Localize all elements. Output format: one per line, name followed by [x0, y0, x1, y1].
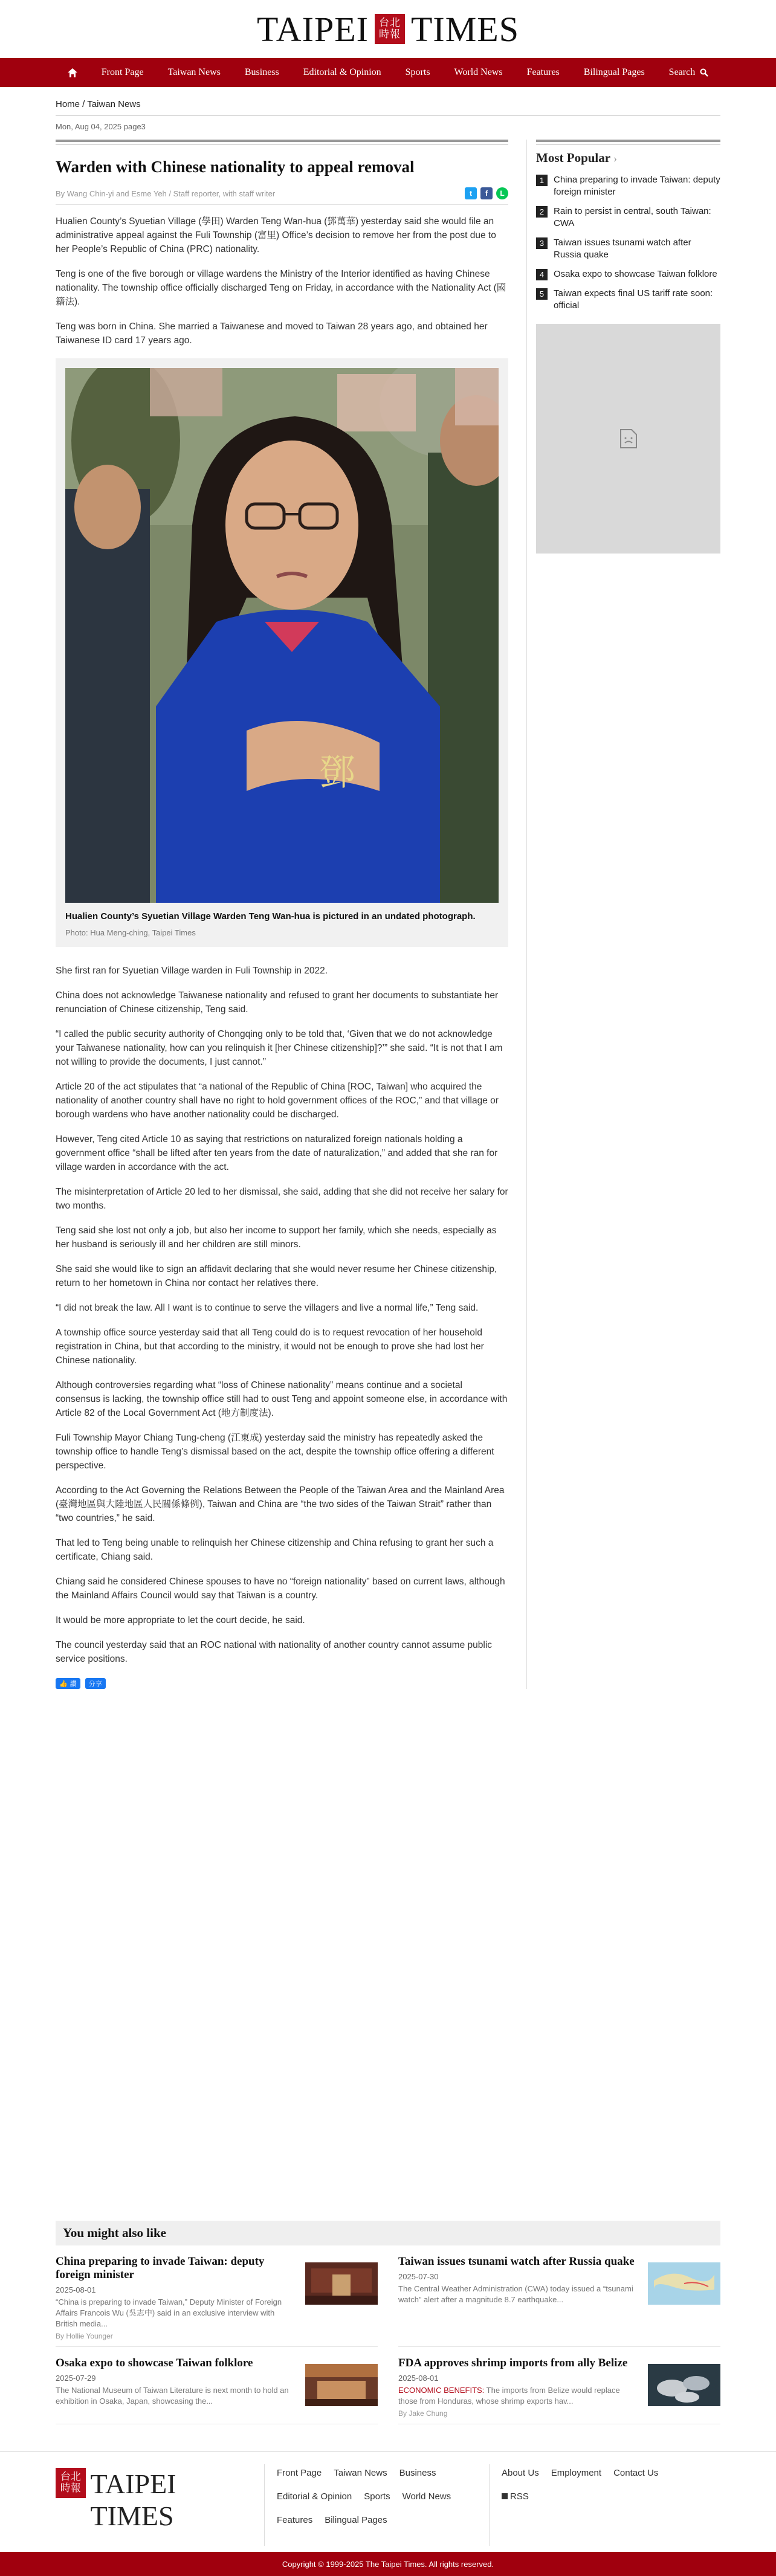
related-grid [56, 2245, 720, 2424]
related-thumbnail[interactable] [305, 2364, 378, 2406]
article-paragraph: The misinterpretation of Article 20 led to her dismissal, she said, adding that she did not receive her salary for two months. [56, 1187, 508, 1211]
related-card[interactable] [398, 2347, 720, 2424]
footer-link[interactable]: Employment [551, 2468, 602, 2478]
footer-link[interactable]: Editorial & Opinion [277, 2491, 352, 2502]
rss-icon [502, 2493, 508, 2499]
nav-features[interactable]: Features [526, 67, 560, 77]
rss-label: RSS [510, 2491, 529, 2502]
footer-logo[interactable] [56, 2464, 264, 2546]
related-author: By Jake Chung [398, 2409, 448, 2418]
related-desc: The Central Weather Administration (CWA) today issued a “tsunami watch” alert after a magnitude 8.7 earthquake... [398, 2284, 633, 2304]
footer-link[interactable]: Features [277, 2515, 313, 2525]
columns [56, 140, 720, 1689]
popular-item[interactable] [536, 268, 720, 280]
logo-seal: 台北時報 [375, 14, 405, 44]
nav-taiwan-news[interactable]: Taiwan News [167, 67, 221, 77]
broken-image-icon [619, 428, 638, 449]
related-articles [56, 2221, 720, 2424]
ad-placeholder[interactable] [536, 324, 720, 554]
facebook-share-icon[interactable]: f [480, 187, 493, 199]
article-byline: By Wang Chin-yi and Esme Yeh / Staff reporter, with staff writer [56, 189, 276, 198]
site-header [0, 0, 776, 87]
article-paragraph: Teng was born in China. She married a Taiwanese and moved to Taiwan 28 years ago, and obtained her Taiwanese ID card 17 years ago. [56, 321, 488, 346]
article-paragraph: Chiang said he considered Chinese spouses to have no “foreign nationality” based on current laws, although the Mainland Affairs Council would say that Taiwan is a country. [56, 1577, 505, 1601]
nav-business[interactable]: Business [244, 67, 279, 77]
footer-link[interactable]: Front Page [277, 2468, 322, 2478]
footer-logo-left: TAIPEI [90, 2468, 176, 2499]
article-paragraph: According to the Act Governing the Relations Between the People of the Taiwan Area and the Mainland Area (臺灣地區與大陸地區人民關係條例), Taiwan and China are “the two sides of the Taiwan Strait” rather than “two countries,” he said. [56, 1485, 505, 1523]
popular-item-title: Taiwan issues tsunami watch after Russia quake [554, 237, 691, 260]
popular-item[interactable] [536, 205, 720, 230]
divider [56, 140, 508, 142]
article-body [56, 964, 508, 1666]
article-photo [56, 358, 508, 947]
home-icon[interactable] [56, 68, 89, 77]
logo-text-right: TIMES [410, 9, 519, 49]
article [56, 140, 527, 1689]
article-paragraph: Teng said she lost not only a job, but also her income to support her family, which she needs, especially as her husband is seriously ill and her children are still minors. [56, 1225, 497, 1250]
popular-item-title: Rain to persist in central, south Taiwan: CWA [554, 206, 711, 228]
nav-front-page[interactable]: Front Page [101, 67, 144, 77]
footer-link[interactable]: About Us [502, 2468, 539, 2478]
footer-logo-text [91, 2468, 264, 2532]
nav-sports[interactable]: Sports [405, 67, 430, 77]
popular-item-title: China preparing to invade Taiwan: deputy foreign minister [554, 175, 720, 197]
facebook-like-button[interactable] [56, 1678, 80, 1689]
related-title: You might also like [56, 2221, 720, 2245]
logo-seal: 台北時報 [56, 2468, 86, 2498]
rank-badge: 1 [536, 175, 548, 186]
related-desc: The National Museum of Taiwan Literature is next month to hold an exhibition in Osaka, Japan, showcasing the... [56, 2386, 289, 2406]
article-paragraph: She first ran for Syuetian Village warden in Fuli Township in 2022. [56, 966, 328, 976]
article-paragraph: That led to Teng being unable to relinquish her Chinese citizenship and China refusing to grant her such a certificate, Chiang said. [56, 1538, 494, 1562]
related-text [398, 2255, 641, 2340]
related-headline[interactable]: China preparing to invade Taiwan: deputy foreign minister [56, 2255, 265, 2281]
sidebar [527, 140, 720, 1689]
related-text [56, 2255, 298, 2340]
related-author: By Hollie Younger [56, 2332, 113, 2340]
footer-inner [56, 2452, 720, 2546]
footer-info [489, 2464, 720, 2546]
main-nav [0, 58, 776, 87]
article-paragraph: Although controversies regarding what “loss of Chinese nationality” means continue and a societal consensus is lacking, the township office still had to oust Teng and appoint someone else, in accordance with Article 82 of the Local Government Act (地方制度法). [56, 1380, 508, 1418]
nav-search[interactable] [657, 67, 721, 78]
related-desc-body: The imports from Belize would replace those from Honduras, whose shrimp exports hav... [398, 2386, 620, 2406]
footer-link[interactable]: Business [399, 2468, 436, 2478]
breadcrumb-separator: / [80, 99, 88, 109]
facebook-share-button[interactable] [85, 1678, 106, 1689]
article-paragraph: “I did not break the law. All I want is to continue to serve the villagers and live a normal life,” Teng said. [56, 1303, 479, 1313]
nav-bilingual[interactable]: Bilingual Pages [583, 67, 645, 77]
site-logo[interactable] [257, 9, 519, 50]
chevron-right-icon: › [613, 152, 617, 164]
article-paragraph: However, Teng cited Article 10 as saying that restrictions on naturalized foreign nationals holding a government office “shall be lifted after ten years from the date of naturalization,” and added that she ran for village warden in accordance with the act. [56, 1134, 498, 1172]
related-date: 2025-07-30 [398, 2272, 439, 2281]
article-paragraph: Hualien County’s Syuetian Village (學田) Warden Teng Wan-hua (鄧萬華) yesterday said she would file an administrative appeal against the Fuli Township (富里) Office’s decision to remove her from the post due to her People’s Republic of China (PRC) nationality. [56, 216, 496, 254]
breadcrumb [56, 99, 720, 109]
byline-row [56, 187, 508, 205]
article-paragraph: A township office source yesterday said that all Teng could do is to request revocation of her household registration in China, but that according to the ministry, it would not be enough to prove she had lost her Chinese nationality. [56, 1328, 484, 1366]
rank-badge: 2 [536, 206, 548, 218]
search-icon [700, 68, 708, 77]
line-share-icon[interactable]: L [496, 187, 508, 199]
related-date: 2025-08-01 [398, 2374, 439, 2383]
popular-item-title: Taiwan expects final US tariff rate soon: official [554, 288, 713, 311]
popular-item[interactable] [536, 288, 720, 312]
rank-badge: 5 [536, 288, 548, 300]
footer-sections [264, 2464, 489, 2546]
photo-credit: Photo: Hua Meng-ching, Taipei Times [65, 928, 196, 937]
divider [536, 140, 720, 142]
most-popular-title[interactable] [536, 150, 720, 166]
article-paragraph: Teng is one of the five borough or village wardens the Ministry of the Interior identified as having Chinese nationality. The township office officially discharged Teng on Friday, in accordance with the Nationality Act (國籍法). [56, 269, 506, 307]
related-text [398, 2357, 641, 2418]
related-headline[interactable]: Osaka expo to showcase Taiwan folklore [56, 2357, 253, 2369]
thumbs-up-icon: 👍 [59, 1680, 68, 1688]
related-card[interactable] [56, 2245, 378, 2347]
article-paragraph: China does not acknowledge Taiwanese nationality and refused to grant her documents to substantiate her renunciation of Chinese citizenship, Teng said. [56, 990, 499, 1015]
article-paragraph: Article 20 of the act stipulates that “a national of the Republic of China [ROC, Taiwan] who acquired the nationality of another country shall have no right to hold government offices of the ROC,” and that village or borough wardens who have another nationality could be discharged. [56, 1082, 499, 1120]
nav-editorial[interactable]: Editorial & Opinion [303, 67, 381, 77]
nav-world-news[interactable]: World News [454, 67, 503, 77]
footer-link[interactable]: Sports [364, 2491, 390, 2502]
copyright-bar: Copyright © 1999-2025 The Taipei Times. All rights reserved. [0, 2552, 776, 2576]
like-label: 讚 [70, 1680, 77, 1688]
popular-item-title: Osaka expo to showcase Taiwan folklore [554, 269, 717, 279]
share-label: 分享 [88, 1680, 102, 1688]
photo-image[interactable] [65, 368, 499, 903]
svg-text:鄧: 鄧 [319, 752, 355, 794]
related-desc-prefix: ECONOMIC BENEFITS: [398, 2386, 485, 2395]
popular-item[interactable] [536, 174, 720, 198]
divider [56, 115, 720, 116]
related-headline[interactable]: Taiwan issues tsunami watch after Russia quake [398, 2255, 635, 2268]
related-thumbnail[interactable] [305, 2262, 378, 2305]
twitter-share-icon[interactable]: t [465, 187, 477, 199]
breadcrumb-section[interactable]: Taiwan News [87, 99, 141, 109]
footer-logo-right: TIMES [90, 2500, 174, 2531]
article-paragraph: “I called the public security authority of Chongqing only to be told that, ‘Given that we do not acknowledge your Taiwanese nationality, how can you relinquish it [her Chinese citizenship]?’” she said. “It is not that I am not willing to provide the documents, I just cannot.” [56, 1029, 503, 1067]
content-wrapper [56, 99, 720, 1689]
article-paragraph: It would be more appropriate to let the court decide, he said. [56, 1615, 305, 1625]
most-popular-label: Most Popular [536, 150, 610, 165]
related-thumbnail[interactable] [648, 2262, 720, 2305]
footer-link[interactable]: Bilingual Pages [325, 2515, 387, 2525]
related-card[interactable] [398, 2245, 720, 2347]
rank-badge: 4 [536, 269, 548, 280]
footer-link[interactable]: Contact Us [613, 2468, 659, 2478]
footer-link[interactable]: World News [402, 2491, 451, 2502]
rss-link[interactable] [502, 2491, 720, 2502]
search-label: Search [668, 67, 696, 77]
article-headline: Warden with Chinese nationality to appeal removal [56, 158, 415, 176]
related-desc: “China is preparing to invade Taiwan,” Deputy Minister of Foreign Affairs Francois Wu (吳志中) said in an exclusive interview with British media... [56, 2297, 282, 2328]
related-headline[interactable]: FDA approves shrimp imports from ally Belize [398, 2357, 628, 2369]
related-thumbnail[interactable] [648, 2364, 720, 2406]
article-paragraph: Fuli Township Mayor Chiang Tung-cheng (江東成) yesterday said the ministry has repeatedly asked the township office to handle Teng’s dismissal based on the act, despite the township office offering a different perspective. [56, 1433, 494, 1471]
popular-item[interactable] [536, 237, 720, 261]
rank-badge: 3 [536, 237, 548, 249]
share-icons [465, 187, 508, 199]
logo-text-left: TAIPEI [257, 9, 369, 49]
footer-link[interactable]: Taiwan News [334, 2468, 387, 2478]
related-date: 2025-08-01 [56, 2285, 96, 2294]
related-date: 2025-07-29 [56, 2374, 96, 2383]
related-desc [398, 2385, 641, 2407]
article-paragraph: She said she would like to sign an affidavit declaring that she would never resume her Chinese citizenship, return to her hometown in China nor contact her relatives there. [56, 1264, 497, 1288]
social-buttons [56, 1678, 508, 1689]
related-text [56, 2357, 298, 2418]
breadcrumb-home[interactable]: Home [56, 99, 80, 109]
article-paragraph: The council yesterday said that an ROC national with nationality of another country cannot assume public service positions. [56, 1640, 493, 1664]
related-card[interactable] [56, 2347, 378, 2424]
masthead [0, 0, 776, 58]
date-line: Mon, Aug 04, 2025 page3 [56, 122, 146, 131]
site-footer [0, 2452, 776, 2546]
photo-caption: Hualien County’s Syuetian Village Warden Teng Wan-hua is pictured in an undated photograph. [65, 911, 476, 922]
